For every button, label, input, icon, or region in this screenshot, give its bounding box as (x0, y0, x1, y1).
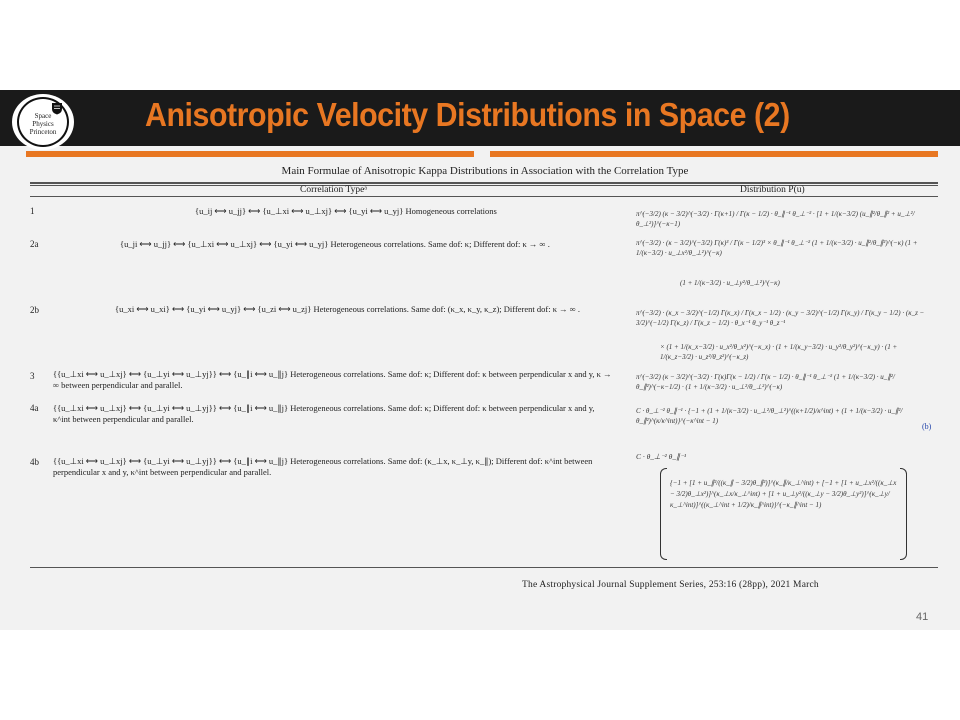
page-number: 41 (916, 611, 929, 623)
formula-row-2b-line-2: × (1 + 1/(κ_x−3/2) · u_x²/θ_x²)^(−κ_x) · (1 + 1/(κ_y−3/2) · u_y²/θ_y²)^(−κ_y) · (1 + 1/(κ_z−3/2) · u_z²/θ_z²)^(−κ_z) (660, 343, 898, 361)
formula-row-3: π^(−3/2) (κ − 3/2)^(−3/2) · Γ(κ)Γ(κ − 1/2) / Γ(κ − 1/2) · θ_∥⁻¹ θ_⊥⁻² (1 + 1/(κ−3/2) · u_∥²/θ_∥²)^(−κ−1/2) · (1 + 1/(κ−3/2) · u_⊥²/θ_⊥²)^(−κ) (636, 373, 895, 391)
formula-row-4b-prefix: C · θ_⊥⁻² θ_∥⁻¹ (636, 452, 687, 461)
formula-right-brace (900, 468, 907, 560)
slide-header (0, 90, 960, 146)
logo-word-1: Space (34, 112, 52, 120)
formula-row-4a: C · θ_⊥⁻² θ_∥⁻¹ · {−1 + (1 + 1/(κ−3/2) · u_⊥²/θ_⊥²)^((κ+1/2)/κ^int) + (1 + 1/(κ−3/2) · u_∥²/θ_∥²)^(κ/κ^int)}^(−κ^int − 1) (636, 407, 903, 425)
table-title: Main Formulae of Anisotropic Kappa Distributions in Association with the Correlation Type (281, 165, 689, 177)
formula-row-2a-line-1: π^(−3/2) · (κ − 3/2)^(−3/2) Γ(κ)³ / Γ(κ − 1/2)³ × θ_∥⁻¹ θ_⊥⁻² (1 + 1/(κ−3/2) · u_∥²/θ_∥²)^(−κ) (1 + 1/(κ−3/2) · u_⊥x²/θ_⊥²)^(−κ) (636, 239, 918, 257)
princeton-shield-icon (51, 102, 63, 115)
row-id: 2b (30, 305, 39, 315)
row-correlation-text: {{u_⊥xi ⟷ u_⊥xj} ⟷ {u_⊥yi ⟷ u_⊥yj}} ⟷ {u_∥i ⟷ u_∥j} Heterogeneous correlations. Same dof: κ; Different dof: κ between perpendicular x and y, κ^int between perpendicular and parallel. (53, 403, 595, 424)
logo-word-3: Princeton (29, 128, 57, 136)
logo-seal (17, 97, 69, 147)
row-id: 1 (30, 206, 35, 216)
formula-row-2b-line-1: π^(−3/2) · (κ_x − 3/2)^(−1/2) Γ(κ_x) / Γ(κ_x − 1/2) · (κ_y − 3/2)^(−1/2) Γ(κ_y) / Γ(κ_y − 1/2) · (κ_z − 3/2)^(−1/2) Γ(κ_z) / Γ(κ_z − 1/2) · θ_x⁻¹ θ_y⁻¹ θ_z⁻¹ (636, 309, 925, 327)
accent-bar-left (26, 151, 474, 157)
row-id: 2a (30, 239, 39, 249)
slide-title: Anisotropic Velocity Distributions in Space (2) (145, 96, 790, 133)
row-correlation-text: {u_xi ⟷ u_xi} ⟷ {u_yi ⟷ u_yj} ⟷ {u_zi ⟷ u_zj} Heterogeneous correlations. Same dof: (κ_x, κ_y, κ_z); Different dof: κ → ∞ . (115, 304, 581, 314)
row-id: 4b (30, 457, 39, 467)
row-correlation-text: {{u_⊥xi ⟷ u_⊥xj} ⟷ {u_⊥yi ⟷ u_⊥yj}} ⟷ {u_∥i ⟷ u_∥j} Heterogeneous correlations. Same dof: κ; Different dof: κ between perpendicular x and y, κ → ∞ between perpendicular and parallel. (53, 369, 612, 390)
formula-row-2a-line-2: (1 + 1/(κ−3/2) · u_⊥y²/θ_⊥²)^(−κ) (680, 279, 780, 287)
slide (0, 90, 960, 630)
table-header-rule (30, 196, 938, 197)
journal-citation: The Astrophysical Journal Supplement Series, 253:16 (28pp), 2021 March (522, 580, 819, 590)
footnote-marker: (b) (922, 422, 932, 431)
formula-row-1: π^(−3/2) (κ − 3/2)^(−3/2) · Γ(κ+1) / Γ(κ − 1/2) · θ_∥⁻¹ θ_⊥⁻² · [1 + 1/(κ−3/2) (u_∥²/θ_∥² + u_⊥²/θ_⊥²)]^(−κ−1) (636, 210, 915, 228)
formula-left-brace (660, 468, 667, 560)
row-correlation-text: {{u_⊥xi ⟷ u_⊥xj} ⟷ {u_⊥yi ⟷ u_⊥yj}} ⟷ {u_∥i ⟷ u_∥j} Heterogeneous correlations. Same dof: (κ_⊥x, κ_⊥y, κ_∥); Different dof: κ^int between perpendicular x and y, κ^int between perpendicular and parallel. (53, 456, 593, 477)
row-id: 4a (30, 403, 39, 413)
space-physics-princeton-logo (12, 94, 74, 150)
column-header-distribution: Distribution P(u) (740, 185, 805, 195)
formula-row-4b-body: {−1 + [1 + u_∥²/((κ_∥ − 3/2)θ_∥²)]^(κ_∥/κ_⊥^int) + [−1 + [1 + u_⊥x²/((κ_⊥x − 3/2)θ_⊥x²)]^(κ_⊥x/κ_⊥^int) + [1 + u_⊥y²/((κ_⊥y − 3/2)θ_⊥y²)]^(κ_⊥y/κ_⊥^int)]^((κ_⊥^int + 1/2)/κ_∥^int)}^(−κ_∥^int − 1) (670, 479, 897, 509)
column-header-correlation-type: Correlation Typeᵃ (300, 185, 367, 195)
row-correlation-text: {u_ji ⟷ u_jj} ⟷ {u_⊥xi ⟷ u_⊥xj} ⟷ {u_yi ⟷ u_yj} Heterogeneous correlations. Same dof: κ; Different dof: κ → ∞ . (120, 239, 550, 249)
table-bottom-rule (30, 567, 938, 568)
table-top-rule (30, 182, 938, 184)
row-correlation-text: {u_ij ⟷ u_jj} ⟷ {u_⊥xi ⟷ u_⊥xj} ⟷ {u_yi ⟷ u_yj} Homogeneous correlations (195, 206, 497, 216)
row-id: 3 (30, 371, 35, 381)
accent-bar-right (490, 151, 938, 157)
logo-word-2: Physics (32, 120, 54, 128)
